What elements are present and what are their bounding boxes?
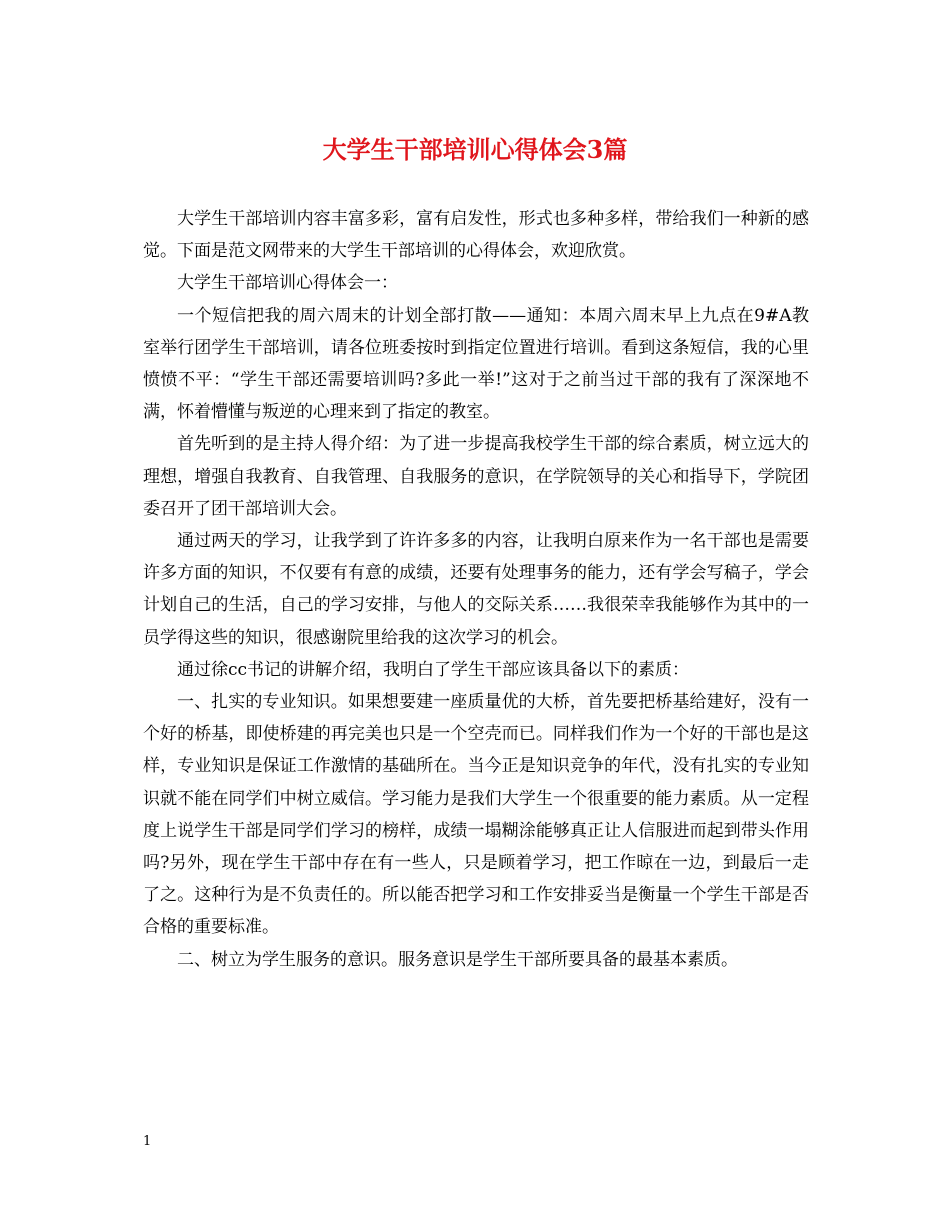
paragraph-section-heading: 大学生干部培训心得体会一： [177, 273, 398, 294]
paragraph: 通过徐cc书记的讲解介绍，我明白了学生干部应该具备以下的素质： [177, 659, 690, 680]
paragraph-intro: 大学生干部培训内容丰富多彩，富有启发性，形式也多种多样，带给我们一种新的感觉。下面是范文网带来的大学生干部培训的心得体会，欢迎欣赏。 [143, 209, 809, 262]
paragraph: 二、树立为学生服务的意识。服务意识是学生干部所要具备的最基本素质。 [177, 949, 738, 970]
paragraph: 一个短信把我的周六周末的计划全部打散——通知：本周六周末早上九点在9#A教室举行团学生干部培训，请各位班委按时到指定位置进行培训。看到这条短信，我的心里愤愤不平：“学生干部还需要培训吗?多此一举!”这对于之前当过干部的我有了深深地不满，怀着懵懂与叛逆的心理来到了指定的教室。 [143, 305, 809, 423]
page-number: 1 [143, 1134, 152, 1149]
document-body [143, 203, 809, 976]
paragraph: 一、扎实的专业知识。如果想要建一座质量优的大桥，首先要把桥基给建好，没有一个好的桥基，即使桥建的再完美也只是一个空壳而已。同样我们作为一个好的干部也是这样，专业知识是保证工作激情的基础所在。当今正是知识竞争的年代，没有扎实的专业知识就不能在同学们中树立威信。学习能力是我们大学生一个很重要的能力素质。从一定程度上说学生干部是同学们学习的榜样，成绩一塌糊涂能够真正让人信服进而起到带头作用吗?另外，现在学生干部中存在有一些人，只是顾着学习，把工作晾在一边，到最后一走了之。这种行为是不负责任的。所以能否把学习和工作安排妥当是衡量一个学生干部是否合格的重要标准。 [143, 692, 809, 938]
document-title: 大学生干部培训心得体会3篇 [322, 135, 628, 164]
paragraph: 通过两天的学习，让我学到了许许多多的内容，让我明白原来作为一名干部也是需要许多方面的知识，不仅要有有意的成绩，还要有处理事务的能力，还有学会写稿子，学会计划自己的生活，自己的学习安排，与他人的交际关系……我很荣幸我能够作为其中的一员学得这些的知识，很感谢院里给我的这次学习的机会。 [143, 531, 809, 648]
paragraph: 首先听到的是主持人得介绍：为了进一步提高我校学生干部的综合素质，树立远大的理想，增强自我教育、自我管理、自我服务的意识，在学院领导的关心和指导下，学院团委召开了团干部培训大会。 [143, 434, 809, 519]
